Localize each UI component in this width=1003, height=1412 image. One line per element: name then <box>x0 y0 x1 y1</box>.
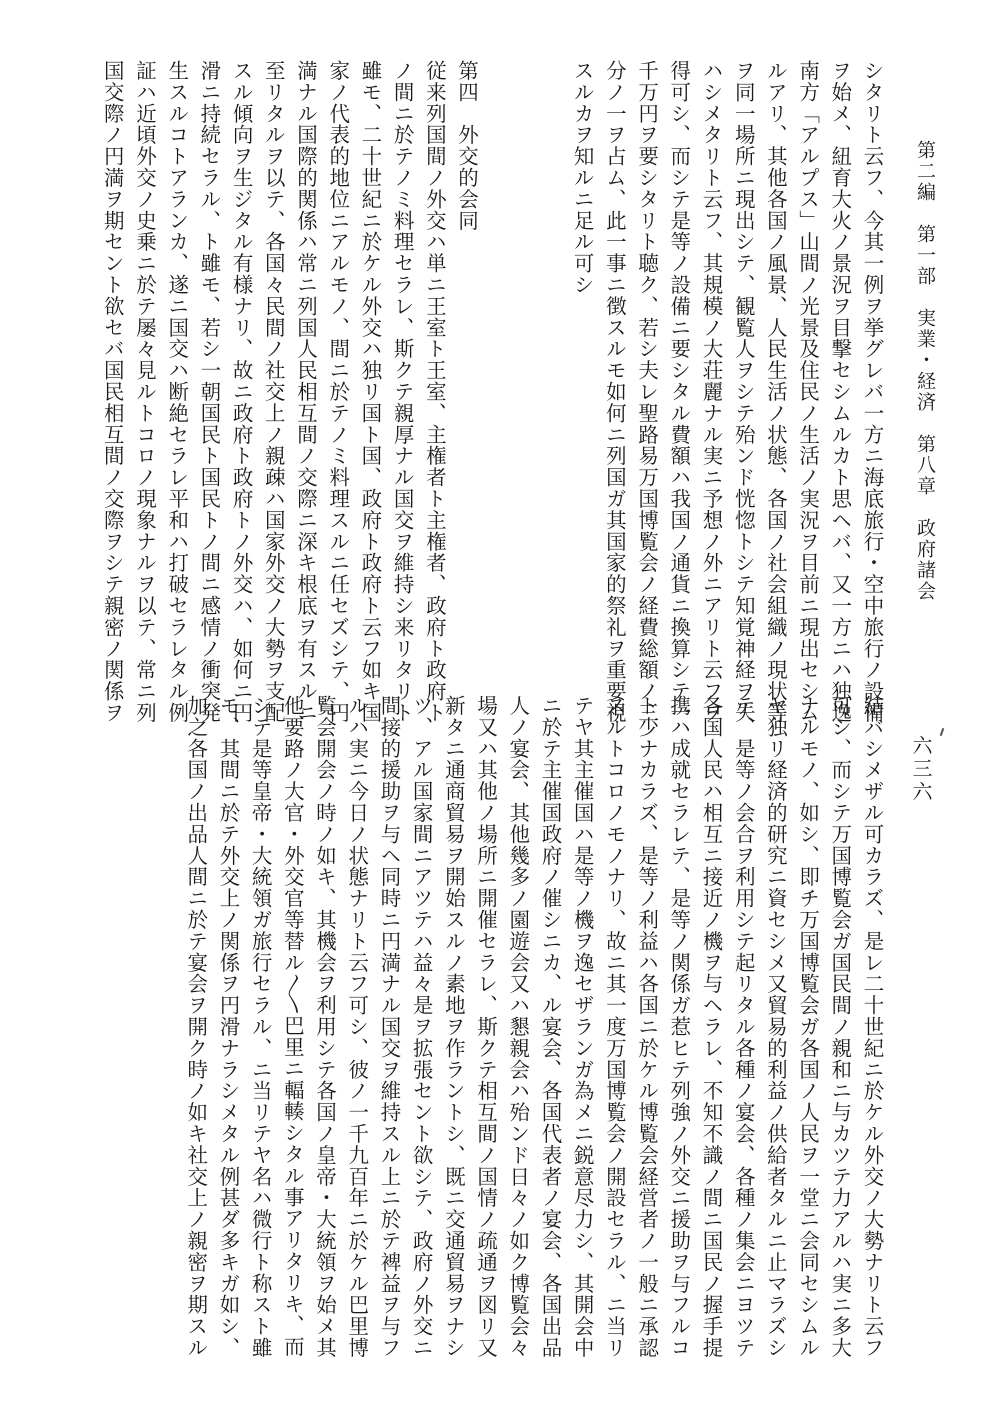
text-column: ノ間ニ於テノミ料理セラレ、斯クテ親厚ナル国交ヲ維持シ来リタリト <box>390 60 415 724</box>
text-column: シテ是等皇帝・大統領ガ旅行セラル、ニ当リテヤ名ハ微行ト称スト雖 <box>248 695 273 1359</box>
text-column: ツ、アル国家間ニアツテハ益々是ヲ拡張セント欲シテ、政府ノ外交ニ <box>409 695 434 1359</box>
text-column: テヤ其主催国ハ是等ノ機ヲ逸セザランガ為メニ鋭意尽力シ、其開会中 <box>570 695 595 1359</box>
text-column: 証ハ近頃外交ノ史乗ニ於テ屡々見ルトコロノ現象ナルヲ以テ、常ニ列 <box>132 60 157 724</box>
text-column: 南方「アルプス」山間ノ光景及住民ノ生活ノ実況ヲ目前ニ現出セシム <box>795 60 820 724</box>
running-header: 第二編 第一部 実業・経済 第八章 政府諸会 <box>914 140 936 602</box>
text-column: ヲ始メ、紐育大火ノ景況ヲ目撃セシムルカト思ヘバ、又一方ニハ独逸 <box>827 60 852 724</box>
text-column: 至リタルヲ以テ、各国々民間ノ社交上ノ親疎ハ国家外交ノ大勢ヲ支配 <box>261 60 286 724</box>
text-column: 雖モ、二十世紀ニ於ケル外交ハ独リ国ト国、政府ト政府ト云フ如キ国 <box>357 60 382 724</box>
text-column: 加之各国ノ出品人間ニ於テ宴会ヲ開ク時ノ如キ社交上ノ親密ヲ期スル <box>183 695 208 1359</box>
text-column: 満ナル国際的関係ハ常ニ列国人民相互間ノ交際ニ深キ根底ヲ有スルニ <box>293 60 318 724</box>
text-column: 間接的援助ヲ与ヘ同時ニ円満ナル国交ヲ維持スル上ニ於テ裨益ヲ与フ <box>376 695 401 1359</box>
text-column: ナルモノ、如シ、即チ万国博覧会ガ各国ノ人民ヲ一堂ニ会同セシムル <box>795 695 820 1359</box>
text-column: 新タニ通商貿易ヲ開始スルノ素地ヲ作ラントシ、既ニ交通貿易ヲナシ <box>441 695 466 1359</box>
text-column: ニ於テ主催国政府ノ催シニカ、ル宴会、各国代表者ノ宴会、各国出品 <box>537 695 562 1359</box>
upper-text-block <box>68 60 888 724</box>
text-column: 携ハ成就セラレテ、是等ノ関係ガ惹ヒテ列強ノ外交ニ援助ヲ与フルコ <box>666 695 691 1359</box>
text-column: スルトコロノモノナリ、故ニ其一度万国博覧会ノ開設セラル、ニ当リ <box>602 695 627 1359</box>
text-column: 各国人民ハ相互ニ接近ノ機ヲ与ヘラレ、不知不識ノ間ニ国民ノ握手提 <box>698 695 723 1359</box>
text-column: 場又ハ其他ノ場所ニ開催セラレ、斯クテ相互間ノ国情ノ疏通ヲ図リ又 <box>473 695 498 1359</box>
blank-column <box>534 60 566 660</box>
text-column: ヲ同一場所ニ現出シテ、観覧人ヲシテ殆ンド恍惚トシテ知覚神経ヲ失 <box>731 60 756 724</box>
text-column: シタリト云フ、今其一例ヲ挙グレバ一方ニ海底旅行・空中旅行ノ設備 <box>860 60 884 724</box>
text-column: ト少ナカラズ、是等ノ利益ハ各国ニ於ケル博覧会経営者ノ一般ニ承認 <box>634 695 659 1359</box>
ink-speck <box>940 728 945 736</box>
page-number: 六三六 <box>909 735 933 804</box>
text-column: 従来列国間ノ外交ハ単ニ王室ト王室、主権者ト主権者、政府ト政府ト <box>422 60 447 724</box>
text-column: 他要路ノ大官・外交官等替ル〳〵巴里ニ輻輳シタル事アリタリキ、而 <box>280 695 305 1358</box>
text-column: 覧会開会ノ時ノ如キ、其機会ヲ利用シテ各国ノ皇帝・大統領ヲ始メ其 <box>312 695 337 1359</box>
text-column: ルアリ、其他各国ノ風景、人民生活ノ状態、各国ノ社会組織ノ現状等 <box>763 60 788 724</box>
text-column: スル傾向ヲ生ジタル有様ナリ、故ニ政府ト政府トノ外交ハ、如何ニ円 <box>229 60 254 724</box>
text-column: 得可シ、而シテ是等ノ設備ニ要シタル費額ハ我国ノ通貨ニ換算シテ一 <box>666 60 691 724</box>
text-column: モ、其間ニ於テ外交上ノ関係ヲ円滑ナラシメタル例甚ダ多キガ如シ、 <box>215 695 240 1359</box>
text-column: 家ノ代表的地位ニアルモノ、間ニ於テノミ料理スルニ任セズシテ、円 <box>325 60 350 724</box>
text-column: ヤ独リ経済的研究ニ資セシメ又貿易的利益ノ供給者タルニ止マラズシ <box>763 695 788 1359</box>
text-column: テ、是等ノ会合ヲ利用シテ起リタル各種ノ宴会、各種ノ集会ニヨツテ <box>731 695 756 1359</box>
text-column: 千万円ヲ要シタリト聴ク、若シ夫レ聖路易万国博覧会ノ経費総額ノ三 <box>634 60 659 724</box>
lower-text-block <box>68 695 888 1375</box>
text-column: 生スルコトアランカ、遂ニ国交ハ断絶セラレ平和ハ打破セラレタル例 <box>164 60 189 724</box>
text-column: 可シ、而シテ万国博覧会ガ国民間ノ親和ニ与カツテ力アルハ実ニ多大 <box>827 695 852 1359</box>
text-column: 分ノ一ヲ占ム、此一事ニ徴スルモ如何ニ列国ガ其国家的祭礼ヲ重要視 <box>602 60 627 724</box>
text-column: 滑ニ持続セラル、ト雖モ、若シ一朝国民ト国民トノ間ニ感情ノ衝突発 <box>196 60 221 724</box>
section-heading: 第四 外交的会同 <box>454 60 479 232</box>
text-column: ルハ実ニ今日ノ状態ナリト云フ可シ、彼ノ一千九百年ニ於ケル巴里博 <box>344 695 369 1359</box>
text-column: 結バシメザル可カラズ、是レ二十世紀ニ於ケル外交ノ大勢ナリト云フ <box>860 695 884 1359</box>
text-column: 人ノ宴会、其他幾多ノ園遊会又ハ懇親会ハ殆ンド日々ノ如ク博覧会々 <box>505 695 530 1359</box>
text-column: 国交際ノ円満ヲ期セント欲セバ国民相互間ノ交際ヲシテ親密ノ関係ヲ <box>100 60 125 724</box>
text-column: スルカヲ知ルニ足ル可シ <box>570 60 595 296</box>
text-column: ハシメタリト云フ、其規模ノ大荘麗ナル実ニ予想ノ外ニアリト云フヲ <box>698 60 723 724</box>
